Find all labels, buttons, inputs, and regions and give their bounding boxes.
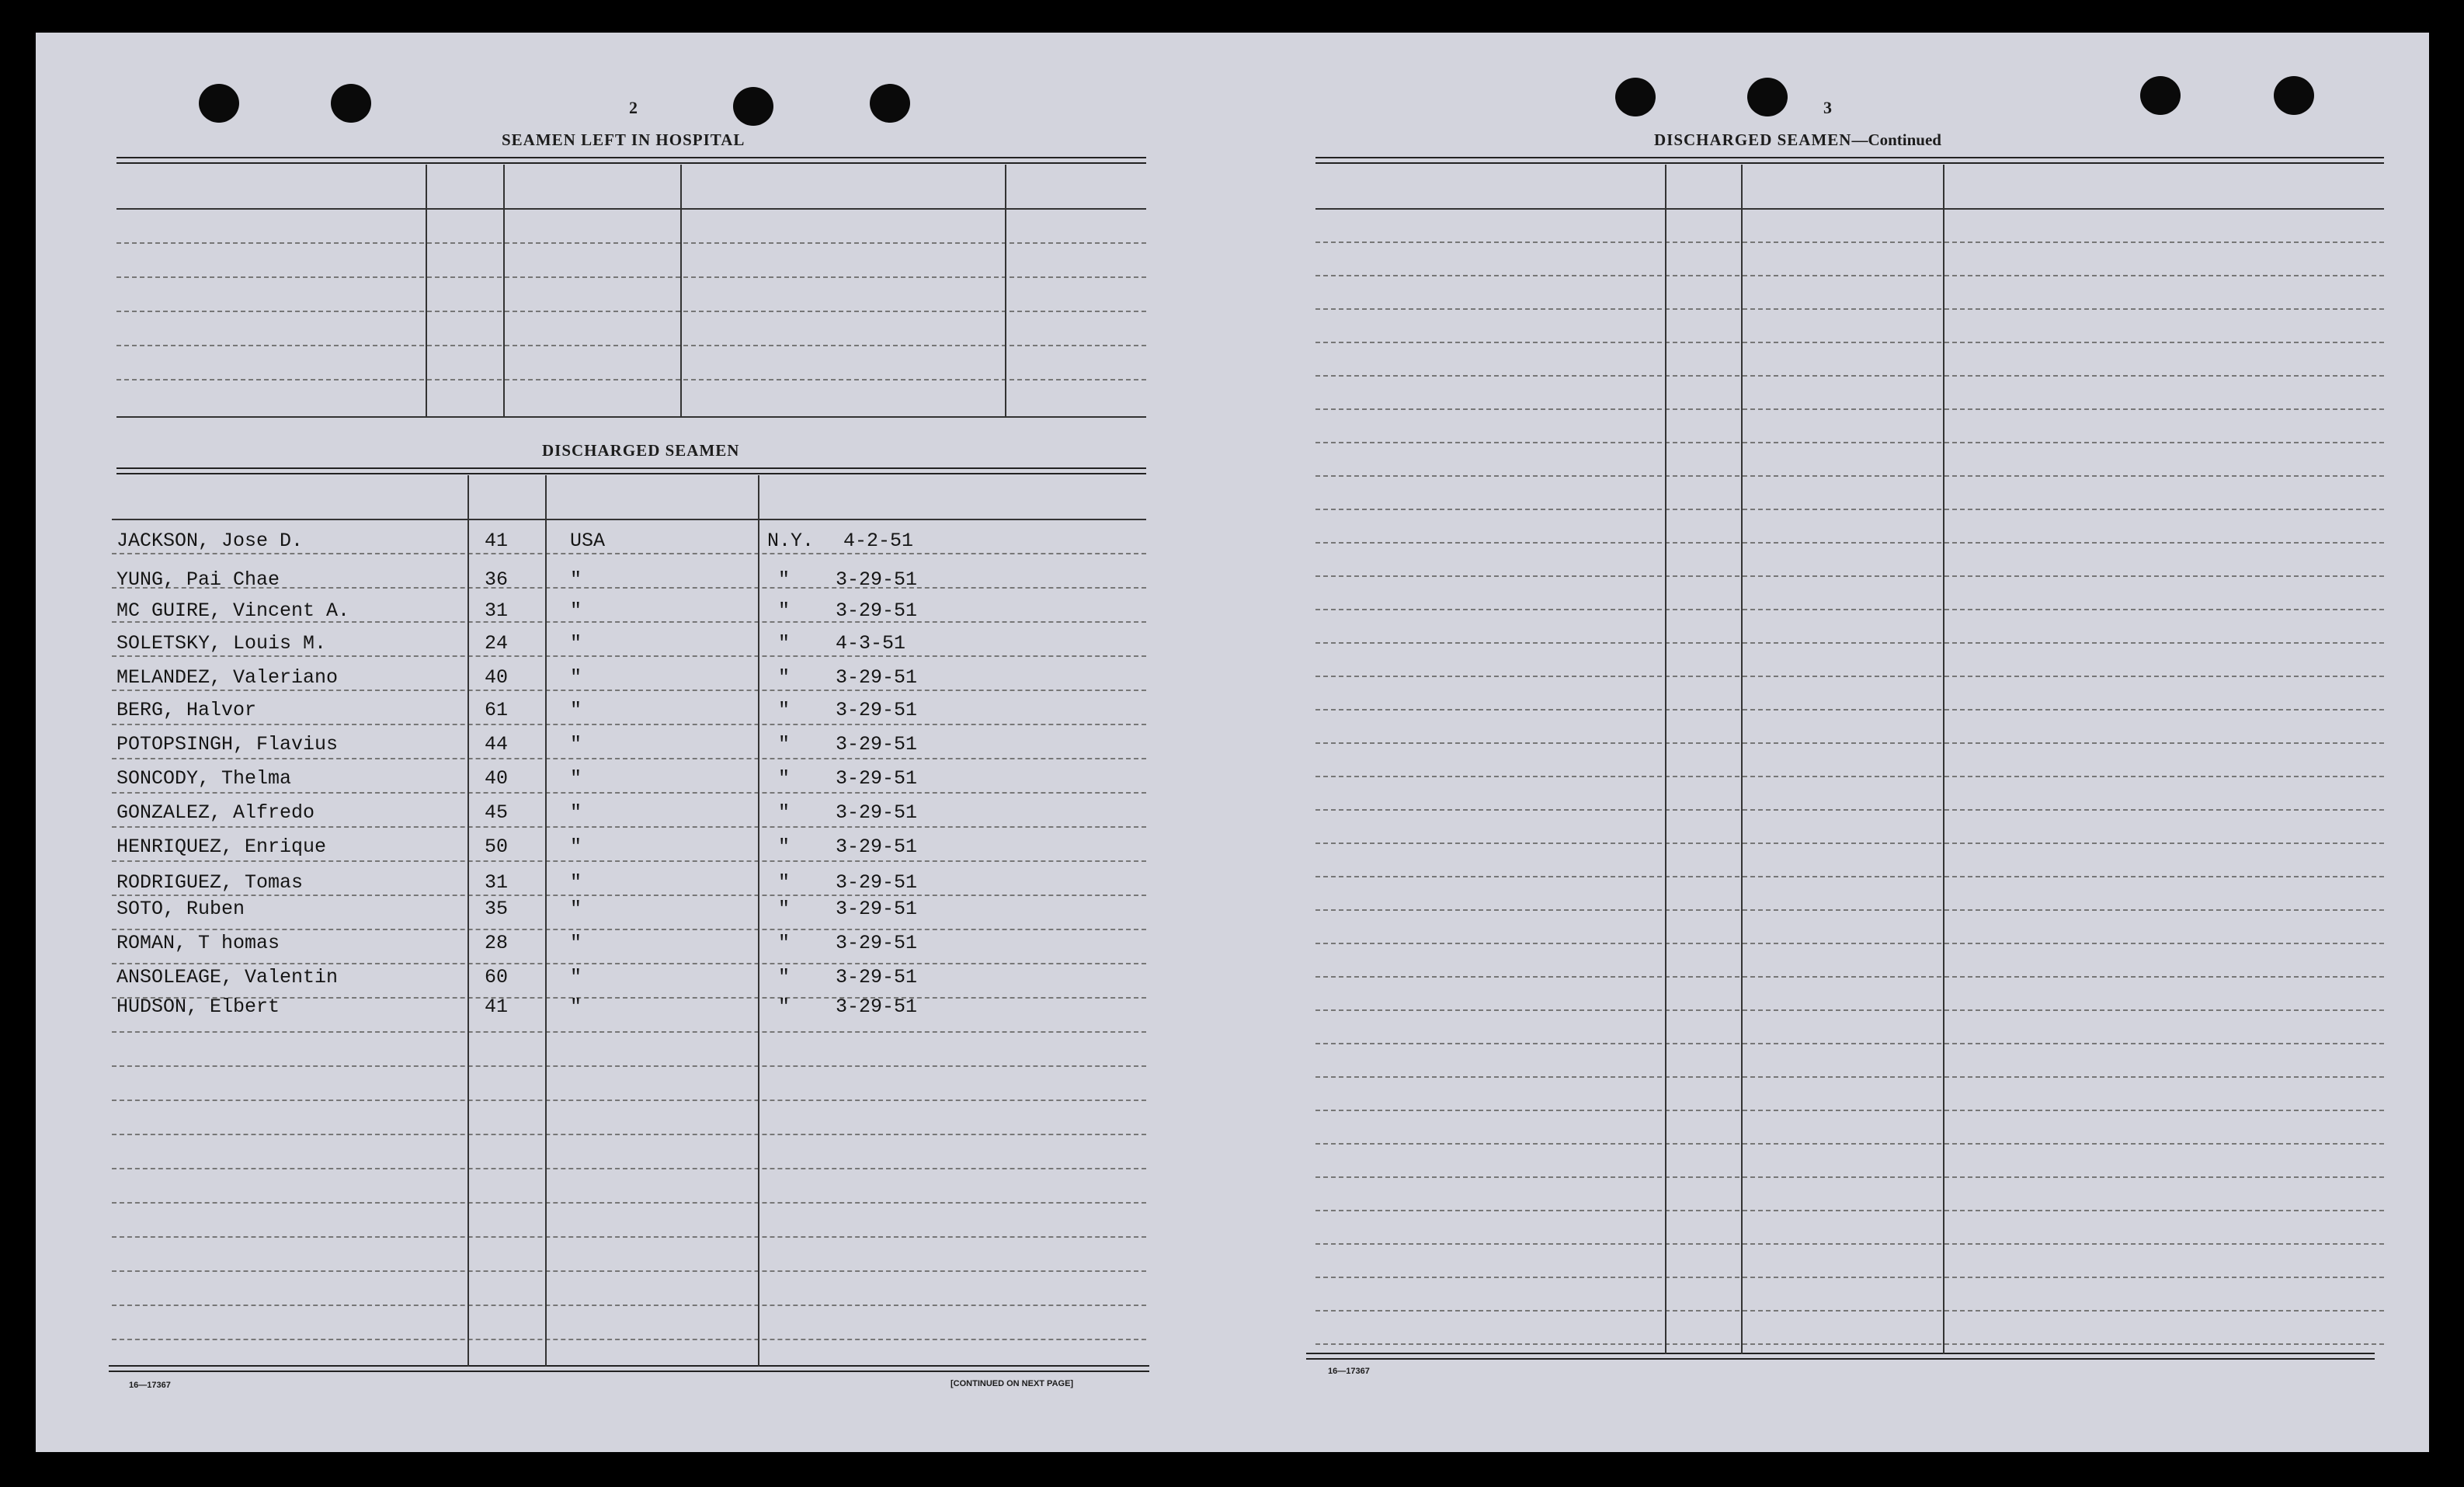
seaman-name: SONCODY, Thelma [116,767,292,790]
seaman-age: 44 [485,733,509,756]
seaman-nationality: " [570,733,582,756]
row-line [1315,609,2384,610]
discharged-section-title: DISCHARGED SEAMEN [542,441,740,460]
signed-on-place: " [778,871,791,894]
signed-on-date: 3-29-51 [836,599,918,622]
column-divider [758,475,759,1367]
signed-on-date: 3-29-51 [836,966,918,988]
row-line [112,1305,1146,1306]
signed-on-date: 3-29-51 [836,871,918,894]
table-bottom-rule [116,416,1146,418]
right-title-suffix: —Continued [1851,130,1941,149]
punch-hole [870,84,910,123]
header-rule [116,208,1146,210]
row-line [112,1031,1146,1033]
column-divider [503,165,505,416]
seaman-age: 50 [485,836,509,858]
seaman-nationality: " [570,966,582,988]
seaman-name: JACKSON, Jose D. [116,530,304,552]
seaman-name: ANSOLEAGE, Valentin [116,966,339,988]
signed-on-place: " [778,599,791,622]
signed-on-date: 3-29-51 [836,995,918,1018]
row-line [1315,742,2384,744]
rule [1306,1353,2375,1360]
row-line [1315,776,2384,777]
seaman-age: 41 [485,530,509,552]
signed-on-place: " [778,733,791,756]
punch-hole [733,87,773,126]
row-line [1315,1009,2384,1011]
document-sheet [36,33,2429,1452]
rule [109,1365,1149,1372]
row-line [112,655,1146,657]
seaman-age: 35 [485,898,509,920]
row-line [112,963,1146,964]
signed-on-date: 3-29-51 [836,898,918,920]
right-section-title [1654,130,1941,150]
row-line [1315,1176,2384,1178]
row-line [112,929,1146,930]
row-line [112,1339,1146,1340]
signed-on-place: " [778,836,791,858]
seaman-name: SOTO, Ruben [116,898,245,920]
signed-on-place: " [778,632,791,655]
seaman-age: 31 [485,871,509,894]
column-divider [426,165,427,416]
seaman-nationality: " [570,871,582,894]
signed-on-place: " [778,995,791,1018]
seaman-nationality: " [570,898,582,920]
seaman-name: SOLETSKY, Louis M. [116,632,327,655]
signed-on-place: " [778,966,791,988]
punch-hole [2274,76,2314,115]
seaman-nationality: " [570,767,582,790]
seaman-nationality: " [570,632,582,655]
signed-on-date: 4-2-51 [843,530,914,552]
punch-hole [1615,78,1656,116]
seaman-nationality: " [570,801,582,824]
column-divider [1741,165,1743,1354]
row-line [1315,1076,2384,1078]
row-line [112,895,1146,896]
row-line [1315,909,2384,911]
signed-on-place: " [778,801,791,824]
row-line [1315,275,2384,276]
signed-on-place: " [778,932,791,954]
column-divider [467,475,469,1367]
signed-on-date: 3-29-51 [836,801,918,824]
row-line [1315,1110,2384,1111]
row-line [1315,575,2384,577]
seaman-age: 61 [485,699,509,721]
seaman-name: MELANDEZ, Valeriano [116,666,339,689]
column-divider [1943,165,1944,1354]
row-line [1315,542,2384,544]
row-line [116,242,1146,244]
row-line [112,1100,1146,1101]
row-line [112,1065,1146,1067]
rule [116,467,1146,474]
row-line [112,758,1146,759]
seaman-age: 41 [485,995,509,1018]
seaman-nationality: " [570,995,582,1018]
signed-on-date: 3-29-51 [836,836,918,858]
row-line [1315,1143,2384,1145]
seaman-age: 36 [485,568,509,591]
rule [116,157,1146,164]
seaman-age: 40 [485,767,509,790]
signed-on-date: 3-29-51 [836,733,918,756]
row-line [1315,1243,2384,1245]
header-rule [112,519,1146,520]
seaman-nationality: " [570,932,582,954]
seaman-nationality: " [570,599,582,622]
seaman-age: 31 [485,599,509,622]
column-divider [545,475,547,1367]
row-line [1315,1043,2384,1044]
row-line [1315,375,2384,377]
column-divider [1005,165,1006,416]
punch-hole [2140,76,2181,115]
seaman-name: RODRIGUEZ, Tomas [116,871,304,894]
signed-on-place: " [778,699,791,721]
row-line [116,276,1146,278]
row-line [1315,709,2384,710]
row-line [1315,876,2384,877]
seaman-name: HUDSON, Elbert [116,995,280,1018]
row-line [112,1134,1146,1135]
row-line [112,792,1146,794]
row-line [1315,1277,2384,1278]
signed-on-date: 4-3-51 [836,632,906,655]
right-page-number: 3 [1823,98,1832,117]
punch-hole [199,84,239,123]
row-line [1315,509,2384,510]
row-line [1315,642,2384,644]
seaman-name: GONZALEZ, Alfredo [116,801,315,824]
row-line [112,553,1146,554]
row-line [116,311,1146,312]
row-line [1315,843,2384,844]
signed-on-place: " [778,666,791,689]
row-line [1315,1310,2384,1312]
seaman-name: YUNG, Pai Chae [116,568,280,591]
signed-on-date: 3-29-51 [836,699,918,721]
row-line [112,724,1146,725]
seaman-name: POTOPSINGH, Flavius [116,733,339,756]
row-line [1315,676,2384,677]
seaman-nationality: USA [570,530,606,552]
row-line [112,826,1146,828]
row-line [1315,342,2384,343]
column-divider [1665,165,1666,1354]
row-line [112,1270,1146,1272]
seaman-nationality: " [570,666,582,689]
signed-on-place: " [778,767,791,790]
left-form-number: 16—17367 [129,1381,171,1390]
punch-hole [331,84,371,123]
seaman-age: 24 [485,632,509,655]
signed-on-date: 3-29-51 [836,932,918,954]
rule [1315,157,2384,164]
signed-on-place: " [778,898,791,920]
row-line [1315,408,2384,410]
row-line [116,379,1146,380]
seaman-age: 60 [485,966,509,988]
right-title-main: DISCHARGED SEAMEN [1654,130,1852,149]
seaman-nationality: " [570,568,582,591]
row-line [1315,943,2384,944]
row-line [1315,1343,2384,1345]
signed-on-place: " [778,568,791,591]
row-line [112,1168,1146,1169]
signed-on-date: 3-29-51 [836,767,918,790]
seaman-age: 28 [485,932,509,954]
column-divider [680,165,682,416]
seaman-name: BERG, Halvor [116,699,257,721]
row-line [1315,976,2384,978]
row-line [112,1236,1146,1238]
row-line [1315,1210,2384,1211]
row-line [1315,308,2384,310]
row-line [116,345,1146,346]
header-rule [1315,208,2384,210]
row-line [1315,809,2384,811]
row-line [1315,241,2384,243]
continued-note: [CONTINUED ON NEXT PAGE] [950,1379,1074,1388]
signed-on-date: 3-29-51 [836,568,918,591]
row-line [112,1202,1146,1204]
seaman-name: MC GUIRE, Vincent A. [116,599,350,622]
seaman-nationality: " [570,699,582,721]
seaman-age: 40 [485,666,509,689]
signed-on-place: N.Y. [767,530,815,552]
row-line [1315,442,2384,443]
punch-hole [1747,78,1788,116]
seaman-nationality: " [570,836,582,858]
row-line [112,690,1146,691]
left-page-number: 2 [629,98,638,117]
row-line [1315,475,2384,477]
hospital-section-title: SEAMEN LEFT IN HOSPITAL [502,130,745,149]
seaman-name: ROMAN, T homas [116,932,280,954]
signed-on-date: 3-29-51 [836,666,918,689]
seaman-name: HENRIQUEZ, Enrique [116,836,327,858]
row-line [112,860,1146,862]
right-form-number: 16—17367 [1328,1367,1370,1376]
seaman-age: 45 [485,801,509,824]
